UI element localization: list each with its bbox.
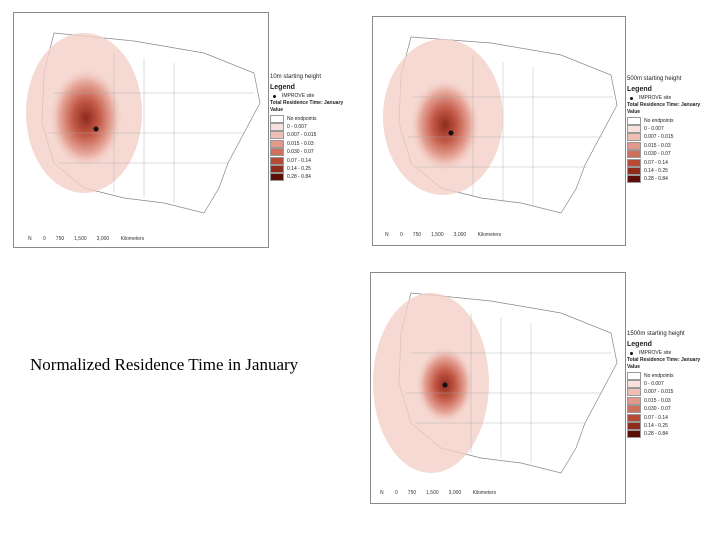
map-panel-1500m (370, 272, 626, 504)
us-map (373, 17, 625, 245)
legend-class-label: 0 - 0.007 (644, 380, 664, 387)
legend-swatch (627, 388, 641, 396)
north-arrow: N (385, 232, 389, 238)
legend-class-row (627, 397, 707, 405)
scale-tick: 0 (43, 236, 46, 242)
legend-class-row (627, 150, 707, 158)
legend-swatch (270, 165, 284, 173)
legend-class-row (627, 142, 707, 150)
legend-swatch (627, 133, 641, 141)
legend-class-label: 0.28 - 0.84 (644, 431, 668, 438)
legend-swatch (270, 157, 284, 165)
scale-ticks (385, 490, 461, 496)
legend-class-row (627, 405, 707, 413)
legend-class-label: 0.015 - 0.03 (287, 140, 314, 147)
scale-bar-1 (28, 236, 144, 242)
improve-site-icon (273, 95, 276, 98)
legend-swatch (627, 150, 641, 158)
legend-class-label: 0 - 0.007 (287, 123, 307, 130)
legend-class-label: 0.28 - 0.84 (287, 174, 311, 181)
legend-subtitle: Total Residence Time: January (627, 357, 701, 364)
legend-class-row (627, 175, 707, 183)
improve-site-marker (443, 383, 448, 388)
map-panel-500m (372, 16, 626, 246)
scale-tick: 3,000 (453, 232, 467, 238)
legend-class-row (627, 125, 707, 133)
legend-class-row (270, 148, 350, 156)
starting-height-label: 10m starting height (270, 74, 322, 80)
legend-class-label: 0.07 - 0.14 (644, 414, 668, 421)
legend-class-row (627, 158, 707, 166)
scale-tick: 0 (395, 490, 398, 496)
improve-site-icon (630, 352, 633, 355)
north-arrow: N (380, 490, 384, 496)
map-panel-10m (13, 12, 269, 248)
legend-class-label: 0.030 - 0.07 (644, 406, 671, 413)
legend-swatch (270, 148, 284, 156)
improve-site-marker (94, 127, 99, 132)
legend-class-row (627, 116, 707, 124)
legend-class-label: 0.030 - 0.07 (287, 149, 314, 156)
legend-class-label: 0.030 - 0.07 (644, 151, 671, 158)
scale-tick: 3,000 (448, 490, 462, 496)
legend-swatch (627, 414, 641, 422)
scale-tick: 1,500 (431, 232, 444, 238)
legend-class-row (627, 413, 707, 421)
residence-area-core (48, 66, 124, 170)
legend-swatch (627, 167, 641, 175)
legend-class-label: 0.14 - 0.25 (644, 167, 668, 174)
scale-tick: 1,500 (426, 490, 439, 496)
legend-class-row (627, 388, 707, 396)
scale-tick: 1,500 (74, 236, 87, 242)
legend-title: Legend (627, 86, 652, 93)
legend-class-row (270, 123, 350, 131)
legend-class-label: 0.07 - 0.14 (644, 159, 668, 166)
scale-tick: 0 (400, 232, 403, 238)
us-map (14, 13, 268, 247)
legend-subtitle: Total Residence Time: January (270, 100, 344, 107)
improve-site-icon (630, 97, 633, 100)
scale-unit: Kilometers (120, 236, 145, 242)
scale-unit: Kilometers (477, 232, 502, 238)
legend-class-label: 0.07 - 0.14 (287, 157, 311, 164)
legend-swatch (270, 173, 284, 181)
scale-unit: Kilometers (472, 490, 497, 496)
legend-class-label: 0.14 - 0.25 (644, 422, 668, 429)
scale-tick: 750 (407, 490, 417, 496)
legend-class-row (627, 380, 707, 388)
legend-class-row (627, 133, 707, 141)
legend-class-row (270, 165, 350, 173)
scale-tick: 750 (412, 232, 422, 238)
improve-site-marker (449, 131, 454, 136)
scale-tick: 750 (55, 236, 65, 242)
legend-class-label: No endpoints (287, 115, 317, 122)
legend-class-row (627, 371, 707, 379)
legend-swatch (627, 380, 641, 388)
legend-swatch (627, 372, 641, 380)
legend-title: Legend (627, 341, 652, 348)
legend-panel-2 (627, 75, 707, 184)
legend-class-label: 0.007 - 0.015 (287, 132, 317, 139)
legend-swatch (270, 131, 284, 139)
scale-bar-3 (380, 490, 496, 496)
residence-area-core (409, 77, 481, 173)
legend-classes (627, 116, 707, 183)
legend-class-row (270, 140, 350, 148)
legend-class-row (270, 173, 350, 181)
legend-swatch (627, 159, 641, 167)
legend-class-label: No endpoints (644, 372, 674, 379)
legend-swatch (627, 397, 641, 405)
legend-class-row (270, 156, 350, 164)
legend-class-row (627, 167, 707, 175)
legend-class-label: 0 - 0.007 (644, 125, 664, 132)
legend-classes (627, 371, 707, 438)
legend-site-label: IMPROVE site (639, 350, 672, 357)
legend-class-row (627, 430, 707, 438)
figure-caption: Normalized Residence Time in January (30, 355, 299, 374)
legend-swatch (270, 115, 284, 123)
legend-subtitle: Total Residence Time: January (627, 102, 701, 109)
legend-site-label: IMPROVE site (639, 95, 672, 102)
legend-swatch (270, 140, 284, 148)
legend-swatch (627, 422, 641, 430)
scale-tick: 3,000 (96, 236, 110, 242)
legend-swatch (627, 405, 641, 413)
legend-class-row (270, 131, 350, 139)
legend-class-label: 0.007 - 0.015 (644, 134, 674, 141)
legend-swatch (627, 117, 641, 125)
starting-height-label: 500m starting height (627, 76, 682, 82)
legend-site-label: IMPROVE site (282, 93, 315, 100)
legend-class-label: 0.015 - 0.03 (644, 397, 671, 404)
legend-swatch (627, 430, 641, 438)
legend-classes (270, 114, 350, 181)
legend-class-label: 0.28 - 0.84 (644, 176, 668, 183)
legend-class-label: 0.007 - 0.015 (644, 389, 674, 396)
legend-class-row (627, 422, 707, 430)
legend-swatch (627, 175, 641, 183)
scale-ticks (33, 236, 109, 242)
legend-panel-1 (270, 73, 350, 182)
legend-swatch (270, 123, 284, 131)
scale-ticks (390, 232, 466, 238)
legend-panel-3 (627, 330, 707, 439)
legend-swatch (627, 142, 641, 150)
legend-class-label: No endpoints (644, 117, 674, 124)
us-map (371, 273, 625, 503)
legend-class-label: 0.015 - 0.03 (644, 142, 671, 149)
legend-value-label: Value (627, 109, 641, 116)
legend-value-label: Value (270, 107, 284, 114)
starting-height-label: 1500m starting height (627, 331, 685, 337)
legend-class-row (270, 114, 350, 122)
legend-swatch (627, 125, 641, 133)
legend-title: Legend (270, 84, 295, 91)
legend-class-label: 0.14 - 0.25 (287, 165, 311, 172)
legend-value-label: Value (627, 364, 641, 371)
scale-bar-2 (385, 232, 501, 238)
north-arrow: N (28, 236, 32, 242)
